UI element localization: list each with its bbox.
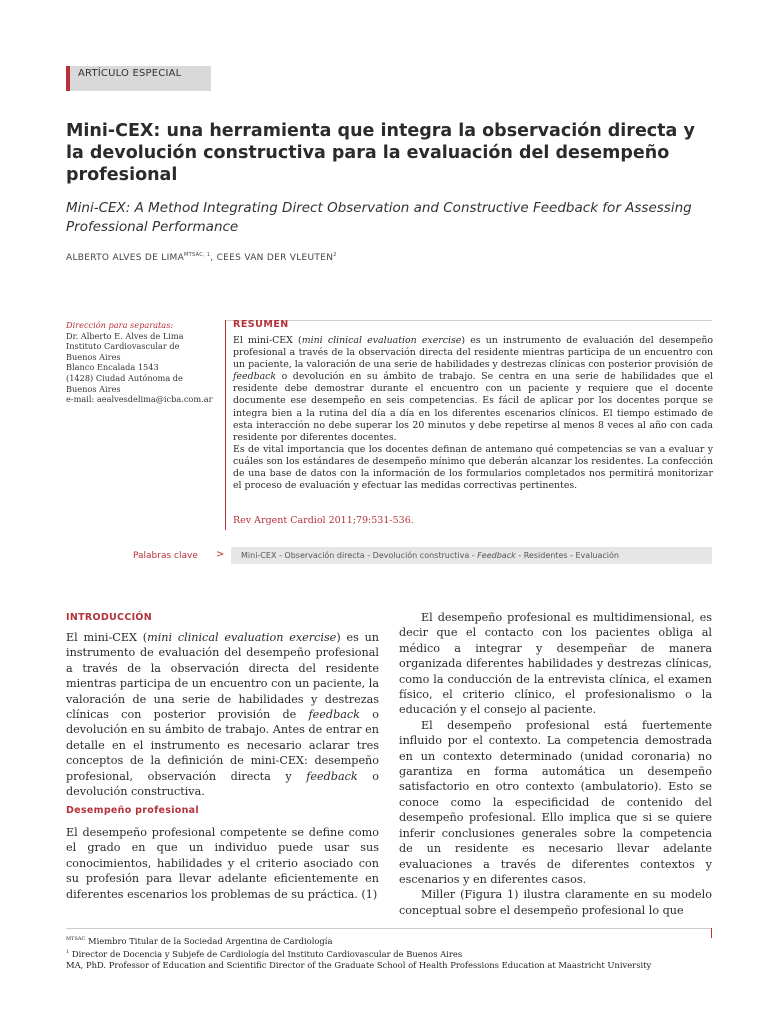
introduction-paragraph: El mini-CEX (mini clinical evaluation exercise) es un instrumento de evaluación del desempeño profesional a través de la observación directa del residente mientras participa de un encuentro con un paciente, la valoración de una serie de habilidades y destrezas clínicas con posterior provisión de feedback o devolución en su ámbito de trabajo. Antes de entrar en detalle en el instrumento es necesario aclarar tres conceptos de la definición de mini-CEX: desempeño profesional, observación directa y feedback o devolución constructiva. [66,631,379,799]
author-2-affiliation: 2 [333,252,337,258]
introduction-heading: INTRODUCCIÓN [66,612,153,623]
footnote: $^{MTSAC}$ Miembro Titular de la Sociedad Argentina de Cardiología [66,935,333,946]
footnote: $^1$ Director de Docencia y Subjefe de Cardiología del Instituto Cardiovascular de Buenos Aires [66,948,463,959]
abstract-text [233,335,713,492]
abstract-left-rule [225,320,226,530]
chevron-right-icon: > [216,549,225,560]
correspondence-line: Instituto Cardiovascular de [66,341,180,352]
section-tag-label: ARTÍCULO ESPECIAL [78,68,182,79]
journal-citation: Rev Argent Cardiol 2011;79:531-536. [233,515,414,526]
correspondence-line: Dr. Alberto E. Alves de Lima [66,330,184,341]
keywords-label: Palabras clave [133,551,198,561]
keywords-text: Mini-CEX - Observación directa - Devolución constructiva - Feedback - Residentes - Evaluación [241,551,619,560]
author-1: ALBERTO ALVES DE LIMA [66,253,185,263]
abstract-paragraph: El mini-CEX (mini clinical evaluation exercise) es un instrumento de evaluación del desempeño profesional a través de la observación directa del residente mientras participa de un encuentro con un paciente, la valoración de una serie de habilidades y destrezas clínicas con posterior provisión de feedback o devolución en su ámbito de trabajo. Se centra en una serie de habilidades que el residente debe demostrar durante el encuentro con un paciente y requiere que el docente documente ese desempeño en seis competencias. Es fácil de aplicar por los docentes porque se integra bien a la rutina del día a día en los diferentes escenarios clínicos. El tiempo estimado de esta interacción no debe superar los 20 minutos y debe repetirse al menos 8 veces al año con cada residente por diferentes docentes. [233,335,714,443]
correspondence-line: Buenos Aires [66,351,121,362]
correspondence-block [66,320,216,405]
body-paragraph: El desempeño profesional está fuertemente influido por el contexto. La competencia demostrada en un contexto determinado (unidad coronaria) no garantiza en forma automática un desempeño satisfactorio en otro contexto (ambulatorio). Esto se conoce como la especificidad de contenido del desempeño profesional. Ello implica que si se quiere inferir conclusiones generales sobre la competencia de un residente es necesario llevar adelante evaluaciones a través de diferentes contextos y escenarios y en diferentes casos. [399,718,712,886]
abstract-top-rule [226,320,712,321]
footnote-rule [66,928,712,929]
author-2: CEES VAN DER VLEUTEN [216,253,334,263]
right-column [399,610,712,918]
subsection-heading: Desempeño profesional [66,805,199,816]
body-paragraph: El desempeño profesional es multidimensional, es decir que el contacto con los pacientes obliga al médico a integrar y desempeñar de manera organizada diferentes habilidades y destrezas clínicas, como la conducción de la entrevista clínica, el examen físico, el criterio clínico, el profesionalismo o la educación y el consejo al paciente. [399,611,712,717]
abstract-heading: RESUMEN [233,319,289,330]
body-paragraph: Miller (Figura 1) ilustra claramente en su modelo conceptual sobre el desempeño profesional lo que [399,888,712,917]
article-title: Mini-CEX: una herramienta que integra la observación directa y la devolución constructiva para la evaluación del desempeño profesional [66,121,695,185]
correspondence-line: (1428) Ciudad Autónoma de [66,372,183,383]
author-1-affiliation: MTSAC, 1 [184,252,211,258]
correspondence-line: Blanco Encalada 1543 [66,362,159,373]
footnotes [66,934,712,971]
article-subtitle: Mini-CEX: A Method Integrating Direct Observation and Constructive Feedback for Assessing Professional Performance [66,200,692,235]
abstract-paragraph: Es de vital importancia que los docentes definan de antemano qué competencias se van a evaluar y cuáles son los estándares de desempeño mínimo que deberán alcanzar los residentes. La confección de una base de datos con la información de los formularios completados nos permitirá monitorizar el proceso de evaluación y efectuar las medidas correctivas pertinentes. [233,443,713,492]
correspondence-email[interactable]: e-mail: aealvesdelima@icba.com.ar [66,394,213,405]
section-tag [66,66,211,91]
section-tag-accent [66,66,70,91]
footnote: MA, PhD. Professor of Education and Scientific Director of the Graduate School of Health Professions Education at Maastricht University [66,960,652,970]
correspondence-line: Buenos Aires [66,383,121,394]
correspondence-label: Dirección para separatas: [66,320,174,330]
subsection-paragraph: El desempeño profesional competente se define como el grado en que un individuo puede usar sus conocimientos, habilidades y el criterio asociado con su profesión para llevar adelante eficientemente en diferentes escenarios los problemas de su práctica. (1) [66,826,379,901]
author-line: ALBERTO ALVES DE $LIMA^{MTSAC, 1}$, CEES VAN DER VLEUTEN$^2$ [66,252,337,263]
